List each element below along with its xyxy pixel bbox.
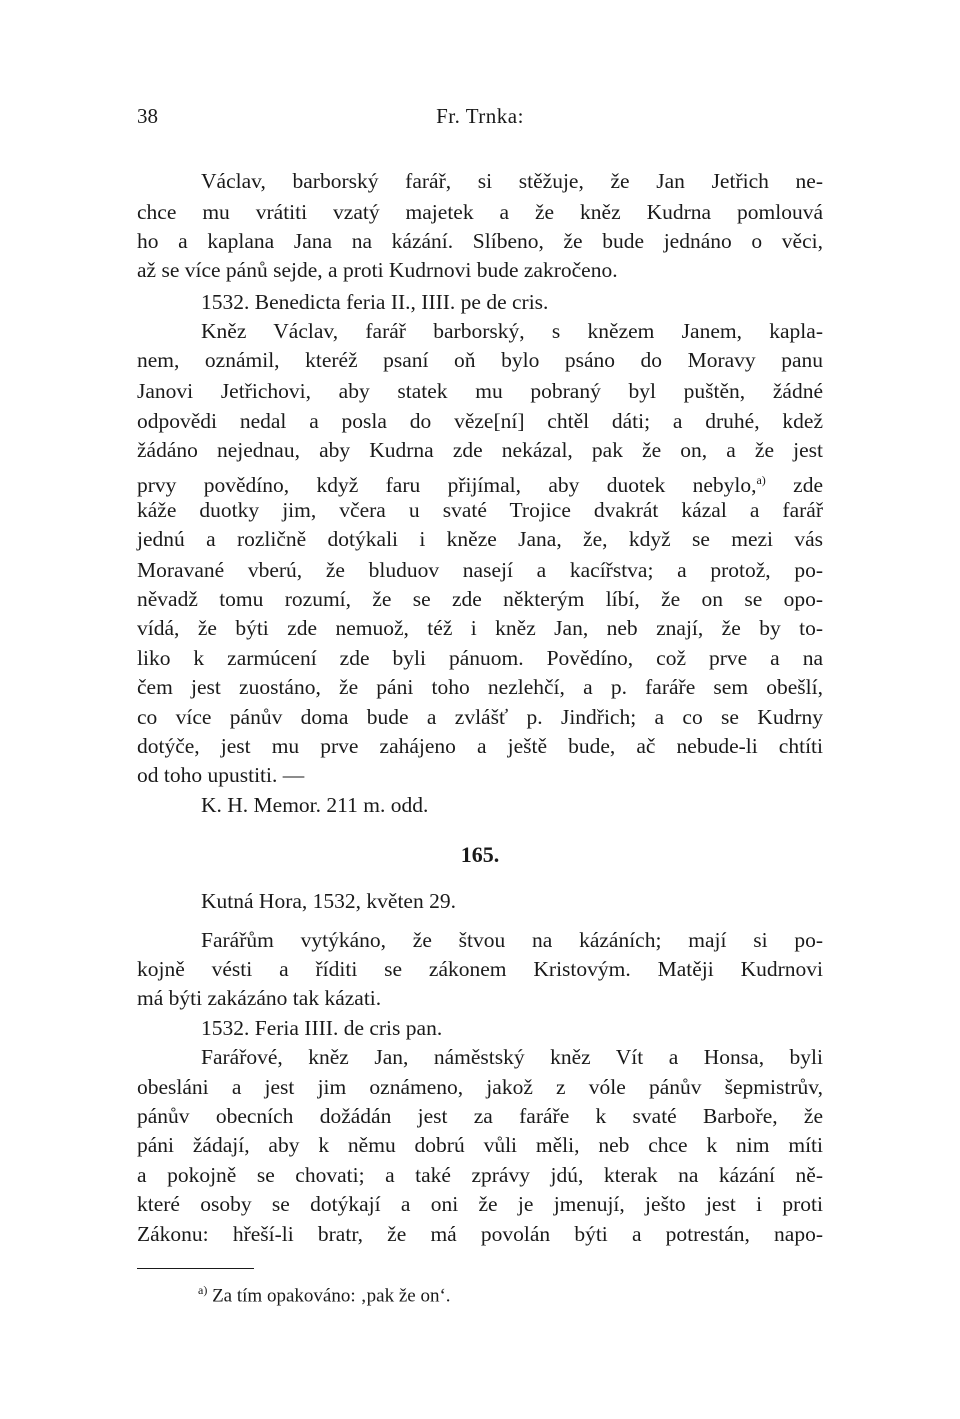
text-line: liko k zarmúcení zde byli pánuom. Povědíno, což prve a na [137,646,823,670]
text-line: čem jest zuostáno, že páni toho nezlehčí, a p. faráře sem obešlí, [137,675,823,699]
text-line: obesláni a jest jim oznámeno, jakož z vóle pánův šepmistrův, [137,1075,823,1099]
text-line: páni žádají, aby k němu dobrú vůli měli, neb chce k nim míti [137,1133,823,1157]
footnote-marker: a) [198,1283,208,1297]
page-number: 38 [137,104,158,128]
text-line: pánův obecních dožádán jest za faráře k svaté Barboře, že [137,1104,823,1128]
text-line: chce mu vrátiti vzatý majetek a že kněz Kudrna pomlouvá [137,200,823,224]
text-line: které osoby se dotýkají a oni že je jmenují, ješto jest i proti [137,1192,823,1216]
text-line: nem, oznámil, kteréž psaní oň bylo psáno do Moravy panu [137,348,823,372]
text-line: Zákonu: hřeší-li bratr, že má povolán býti a potrestán, napo- [137,1222,823,1246]
page-header [137,104,823,134]
text-line: káže duotky jim, včera u svaté Trojice dvakrát kázal a farář [137,498,823,522]
text-line: Václav, barborský farář, si stěžuje, že Jan Jetřich ne- [201,169,823,193]
footnote-reference: a) [756,473,766,487]
footnote-text: Za tím opakováno: ‚pak že on‘. [207,1285,451,1307]
text-line: od toho upustiti. — [137,763,305,787]
source-citation: K. H. Memor. 211 m. odd. [201,793,429,817]
regest-line: Farářům vytýkáno, že štvou na kázáních; mají si po- [201,928,823,952]
regest-line: má býti zakázáno tak kázati. [137,986,382,1010]
text-line: vídá, že býti zde nemuož, též i kněz Jan, neb znají, že by to- [137,616,823,640]
regest-line: kojně vésti a říditi se zákonem Kristovým. Matěji Kudrnovi [137,957,823,981]
running-title: Fr. Trnka: [436,104,524,128]
text-line: dotýče, jest mu prve zahájeno a ještě bude, ač nebude-li chtíti [137,734,823,758]
text-line: jednú a rozličně dotýkali i kněze Jana, že, když se mezi vás [137,527,823,551]
text-line: žádáno nejednau, aby Kudrna zde nekázal, pak že on, a že jest [137,438,823,462]
text-line: Janovi Jetřichovi, aby statek mu pobraný byl puštěn, žádné [137,379,823,403]
text-line: Moravané vberú, že bluduov nasejí a kacířstva; a protož, po- [137,558,823,582]
footnote [198,1277,451,1309]
text-fragment: prvy povědíno, když faru přijímal, aby duotek nebylo, [137,473,757,498]
text-line: ho a kaplana Jana na kázání. Slíbeno, že bude jednáno o věci, [137,229,823,253]
document-number: 165. [460,842,500,867]
text-line: odpovědi nedal a posla do věze[ní] chtěl dáti; a druhé, kdež [137,409,823,433]
text-line: něvadž tomu rozumí, že se zde některým líbí, že on se opo- [137,587,823,611]
date-line: 1532. Feria IIII. de cris pan. [201,1016,443,1040]
text-line: 1532. Benedicta feria II., IIII. pe de cris. [201,290,549,314]
text-line: až se více pánů sejde, a proti Kudrnovi bude zakročeno. [137,258,618,282]
text-line: co více pánův doma bude a zvlášť p. Jindřich; a co se Kudrny [137,705,823,729]
text-line: a pokojně se chovati; a také zprávy jdú, kterak na kázání ně- [137,1163,823,1187]
text-line: Farářové, kněz Jan, náměstský kněz Vít a Honsa, byli [201,1045,823,1069]
footnote-divider [137,1268,254,1269]
place-date: Kutná Hora, 1532, květen 29. [201,889,456,913]
text-fragment: zde [765,473,823,498]
text-line: Kněz Václav, farář barborský, s knězem Janem, kapla- [201,319,823,343]
